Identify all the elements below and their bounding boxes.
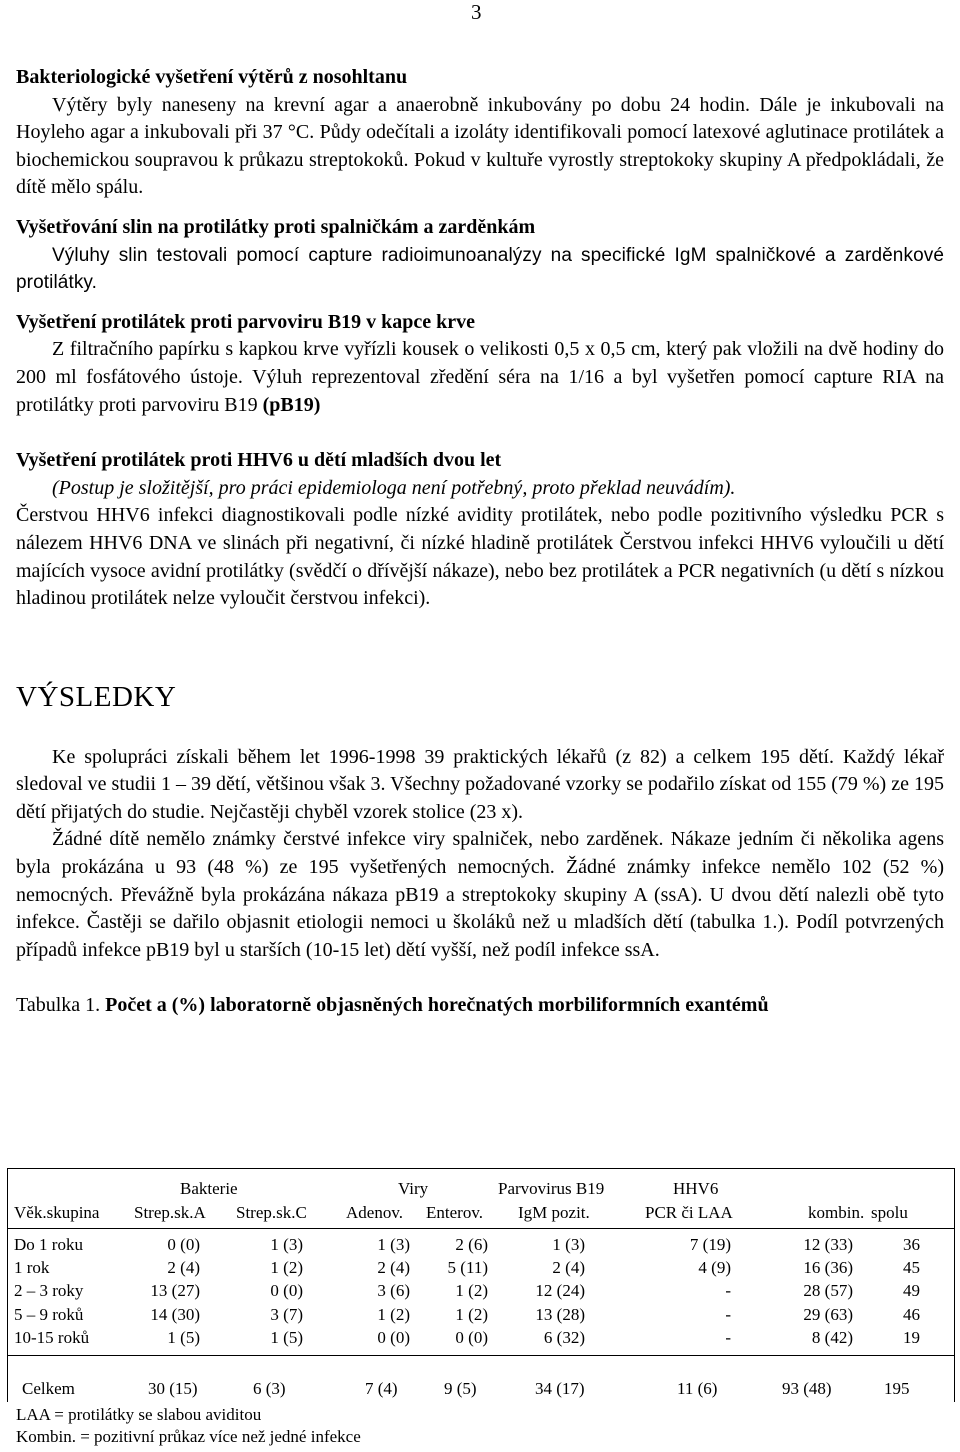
column-header: Strep.sk.C (236, 1203, 307, 1222)
table-footnote: Kombin. = pozitivní průkaz více než jedné infekce (16, 1427, 361, 1446)
table-cell: 1 (5) (167, 1328, 200, 1347)
table-cell: 2 (6) (455, 1235, 488, 1254)
table-cell: 4 (9) (698, 1258, 731, 1277)
total-cell: 9 (5) (444, 1379, 477, 1398)
table-cell: 6 (32) (543, 1328, 585, 1347)
table-cell: - (725, 1328, 731, 1347)
results-paragraph: Ke spolupráci získali během let 1996-1998 39 praktických lékařů (z 82) a celkem 195 dětí. Každý lékař sledoval ve studii 1 – 39 dětí, většinou však 3. Všechny požadované vzorky se podařilo získat od 155 (79 %) ze 195 dětí přijatých do studie. Nejčastěji chyběl vzorek stolice (23 x). (16, 745, 944, 823)
column-header: Adenov. (346, 1203, 403, 1222)
column-header: Enterov. (426, 1203, 483, 1222)
column-header: kombin. (808, 1203, 865, 1222)
table-cell: 14 (30) (150, 1305, 200, 1324)
group-header-parvovirus: Parvovirus B19 (498, 1179, 605, 1198)
column-header: Věk.skupina (14, 1203, 100, 1222)
table-cell: 16 (36) (803, 1258, 853, 1277)
row-label: 5 – 9 roků (14, 1305, 84, 1324)
table-cell: 2 (4) (167, 1258, 200, 1277)
total-cell: 93 (48) (782, 1379, 832, 1398)
table-cell: 7 (19) (689, 1235, 731, 1254)
row-label: 10-15 roků (14, 1328, 90, 1347)
section-heading-saliva: Vyšetřování slin na protilátky proti spalničkám a zarděnkám (16, 215, 536, 238)
table-cell: 0 (0) (167, 1235, 200, 1254)
table-cell: 19 (903, 1328, 920, 1347)
paragraph-bold-text: (pB19) (262, 393, 321, 416)
results-heading: VÝSLEDKY (16, 680, 177, 713)
table-cell: 0 (0) (377, 1328, 410, 1347)
total-cell: 30 (15) (148, 1379, 198, 1398)
table-cell: 13 (27) (150, 1281, 200, 1300)
group-header-bacteria: Bakterie (180, 1179, 238, 1198)
table-cell: 29 (63) (803, 1305, 853, 1324)
column-header: IgM pozit. (518, 1203, 590, 1222)
table-row (8, 1326, 954, 1349)
table-row (8, 1233, 954, 1256)
table-cell: 45 (903, 1258, 920, 1277)
group-header-hhv6: HHV6 (673, 1179, 719, 1198)
table-caption (16, 994, 944, 1017)
page-number: 3 (471, 0, 482, 24)
table-cell: 1 (5) (270, 1328, 303, 1347)
table-cell: 5 (11) (447, 1258, 488, 1277)
section-paragraph: Výtěry byly naneseny na krevní agar a anaerobně inkubovány po dobu 24 hodin. Dále je inkubovali na Hoyleho agar a inkubovali při 37 °C. Půdy odečítali a izoláty identifikovali pomocí latexové aglutinace protilátek a biochemickou soupravou k průkazu streptokoků. Pokud v kultuře vyrostly streptokoky skupiny A předpokládali, že dítě mělo spálu. (16, 93, 944, 199)
table-cell: 1 (2) (377, 1305, 410, 1324)
table-cell: 36 (903, 1235, 920, 1254)
table-cell: 1 (3) (377, 1235, 410, 1254)
section-paragraph: Výluhy slin testovali pomocí capture radioimunoanalýzy na specifické IgM spalničkové a zarděnkové protilátky. (16, 244, 944, 294)
column-header: Strep.sk.A (134, 1203, 206, 1222)
table-cell: 28 (57) (803, 1281, 853, 1300)
table-cell: - (725, 1305, 731, 1324)
group-header-viruses: Viry (398, 1179, 429, 1198)
column-header: spolu (871, 1203, 908, 1222)
results-paragraph: Žádné dítě nemělo známky čerstvé infekce viry spalniček, nebo zarděnek. Nákaze jedním či několika agens byla prokázána u 93 (48 %) ze 195 vyšetřených nemocných. Žádné známky infekce nemělo 102 (52 %) nemocných. Převážně byla prokázána nákaza pB19 a streptokoky skupiny A (ssA). U dvou dětí nalezli obě tyto infekce. Častěji se dařilo objasnit etiologii nemoci u školáků než u mladších dětí (tabulka 1.). Podíl potvrzených případů infekce pB19 byl u starších (10-15 let) dětí vyšší, než podíl infekce ssA. (16, 828, 944, 961)
table-group-header-row (8, 1177, 954, 1200)
table-divider (8, 1355, 954, 1356)
table-cell: 13 (28) (535, 1305, 585, 1324)
table-cell: 1 (2) (270, 1258, 303, 1277)
row-label: Do 1 roku (14, 1235, 83, 1254)
table-cell: 1 (2) (455, 1281, 488, 1300)
section-paragraph (16, 336, 944, 419)
row-label: 2 – 3 roky (14, 1281, 84, 1300)
table-cell: 2 (4) (377, 1258, 410, 1277)
table-cell: 12 (24) (535, 1281, 585, 1300)
table-cell: 1 (2) (455, 1305, 488, 1324)
table-row (8, 1279, 954, 1302)
total-cell: 195 (884, 1379, 910, 1398)
table-cell: 0 (0) (455, 1328, 488, 1347)
total-cell: 34 (17) (535, 1379, 585, 1398)
caption-prefix: Tabulka 1. (16, 994, 106, 1017)
section-paragraph: Čerstvou HHV6 infekci diagnostikovali podle nízké avidity protilátek, nebo podle pozitivního výsledku PCR s nálezem HHV6 DNA ve slinách při negativní, či nízké hladině protilátek Čerstvou infekci HHV6 vyloučili u dětí majících vysoce avidní protilátky (svědčí o dřívější nákaze), nebo bez protilátek a PCR negativních (u dětí s nízkou hladinou protilátek nelze vyloučit čerstvou infekci). (16, 504, 944, 610)
table-row (8, 1303, 954, 1326)
section-heading-hhv6: Vyšetření protilátek proti HHV6 u dětí mladších dvou let (16, 449, 502, 472)
table-cell: 49 (903, 1281, 920, 1300)
table-column-header-row (8, 1201, 954, 1224)
total-cell: 11 (6) (677, 1379, 718, 1398)
table-cell: 0 (0) (270, 1281, 303, 1300)
table-cell: 1 (3) (552, 1235, 585, 1254)
results-table (7, 1168, 955, 1402)
total-cell: 7 (4) (365, 1379, 398, 1398)
article-body (16, 64, 944, 1037)
column-header: PCR či LAA (645, 1203, 733, 1222)
table-footnote: LAA = protilátky se slabou aviditou (16, 1405, 262, 1424)
table-cell: 1 (3) (270, 1235, 303, 1254)
section-heading-parvovirus: Vyšetření protilátek proti parvoviru B19 v kapce krve (16, 310, 476, 333)
table-cell: 2 (4) (552, 1258, 585, 1277)
table-cell: 12 (33) (803, 1235, 853, 1254)
table-cell: 46 (903, 1305, 920, 1324)
total-cell: 6 (3) (253, 1379, 286, 1398)
table-divider (8, 1228, 954, 1229)
table-cell: 3 (6) (377, 1281, 410, 1300)
table-cell: - (725, 1281, 731, 1300)
paragraph-text: Z filtračního papírku s kapkou krve vyřízli kousek o velikosti 0,5 x 0,5 cm, který pak vložili na dvě hodiny do 200 ml fosfátového ústoje. Výluh reprezentoval zředění séra na 1/16 a byl vyšetřen pomocí capture RIA na protilátky proti parvoviru B19 (16, 338, 944, 416)
table-cell: 3 (7) (270, 1305, 303, 1324)
table-row (8, 1256, 954, 1279)
italic-note: (Postup je složitější, pro práci epidemiologa není potřebný, proto překlad neuvádím). (52, 476, 736, 499)
total-cell: Celkem (22, 1379, 75, 1398)
section-heading-bacteriology: Bakteriologické vyšetření výtěrů z nosohltanu (16, 66, 408, 88)
row-label: 1 rok (14, 1258, 50, 1277)
table-total-row (8, 1377, 954, 1400)
caption-title: Počet a (%) laboratorně objasněných horečnatých morbiliformních exantémů (105, 994, 769, 1017)
table-cell: 8 (42) (811, 1328, 853, 1347)
